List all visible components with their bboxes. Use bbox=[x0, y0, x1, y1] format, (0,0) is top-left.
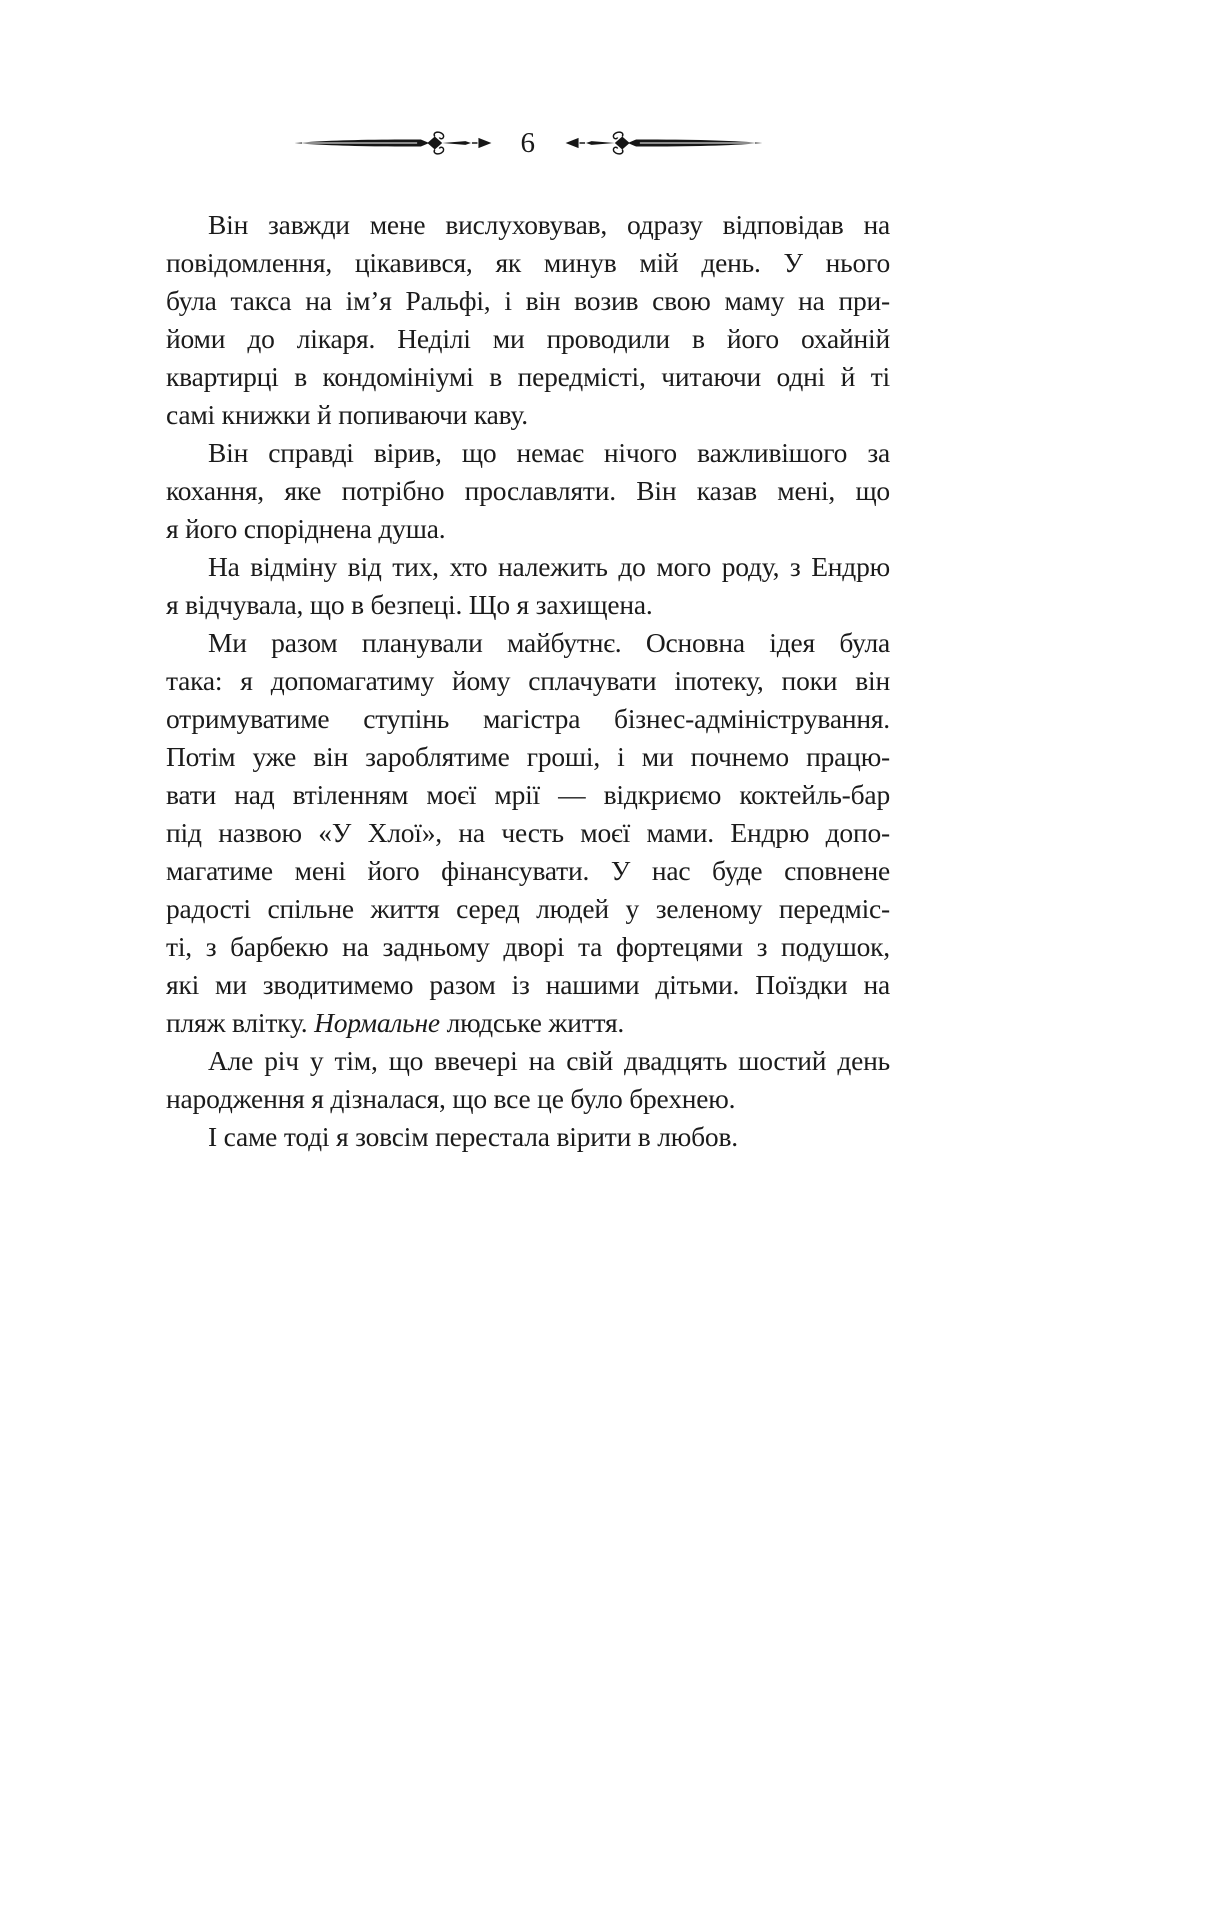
text-line: я відчувала, що в безпеці. Що я захищена. bbox=[166, 589, 653, 620]
page-text bbox=[166, 206, 890, 1156]
sword-ornament-right bbox=[558, 130, 770, 156]
text-line: ті, з барбекю на задньому дворі та фортецями з подушок, bbox=[166, 931, 890, 962]
sword-ornament-left bbox=[287, 130, 499, 156]
text-line: Ми разом планували майбутнє. Основна ідея була bbox=[208, 627, 890, 658]
page-number: 6 bbox=[520, 127, 536, 159]
text-line: йоми до лікаря. Неділі ми проводили в його охайній bbox=[166, 323, 890, 354]
paragraph bbox=[166, 434, 890, 548]
text-segment: пляж влітку. bbox=[166, 1007, 315, 1038]
text-line: така: я допомагатиму йому сплачувати іпотеку, поки він bbox=[166, 665, 890, 696]
paragraph bbox=[166, 1042, 890, 1118]
text-line: На відміну від тих, хто належить до мого роду, з Ендрю bbox=[208, 551, 890, 582]
text-line: повідомлення, цікавився, як минув мій день. У нього bbox=[166, 247, 890, 278]
text-line: квартирці в кондомініумі в передмісті, читаючи одні й ті bbox=[166, 361, 890, 392]
text-line: Він справді вірив, що немає нічого важливішого за bbox=[208, 437, 890, 468]
text-line: Але річ у тім, що ввечері на свій двадцять шостий день bbox=[208, 1045, 890, 1076]
paragraph bbox=[166, 548, 890, 624]
text-line: радості спільне життя серед людей у зеленому передміс- bbox=[166, 893, 890, 924]
text-line: І саме тоді я зовсім перестала вірити в любов. bbox=[208, 1121, 738, 1152]
text-segment: людське життя. bbox=[439, 1007, 625, 1038]
page-header bbox=[166, 128, 890, 158]
text-line: які ми зводитимемо разом із нашими дітьми. Поїздки на bbox=[166, 969, 890, 1000]
text-line: отримуватиме ступінь магістра бізнес-адміністрування. bbox=[166, 703, 890, 734]
text-line: я його споріднена душа. bbox=[166, 513, 446, 544]
text-line: магатиме мені його фінансувати. У нас буде сповнене bbox=[166, 855, 890, 886]
text-line bbox=[166, 1004, 890, 1042]
paragraph bbox=[166, 624, 890, 1042]
text-line: була такса на ім’я Ральфі, і він возив свою маму на при- bbox=[166, 285, 890, 316]
text-line: Він завжди мене вислуховував, одразу відповідав на bbox=[208, 209, 890, 240]
text-line: вати над втіленням моєї мрії — відкриємо коктейль-бар bbox=[166, 779, 890, 810]
text-line: народження я дізналася, що все це було брехнею. bbox=[166, 1083, 736, 1114]
text-line: Потім уже він зароблятиме гроші, і ми почнемо працю- bbox=[166, 741, 890, 772]
italic-text-segment: Нормальне bbox=[314, 1007, 440, 1038]
paragraph bbox=[166, 206, 890, 434]
text-line: кохання, яке потрібно прославляти. Він казав мені, що bbox=[166, 475, 890, 506]
text-line: самі книжки й попиваючи каву. bbox=[166, 399, 528, 430]
paragraph bbox=[166, 1118, 890, 1156]
text-line: під назвою «У Хлої», на честь моєї мами. Ендрю допо- bbox=[166, 817, 890, 848]
